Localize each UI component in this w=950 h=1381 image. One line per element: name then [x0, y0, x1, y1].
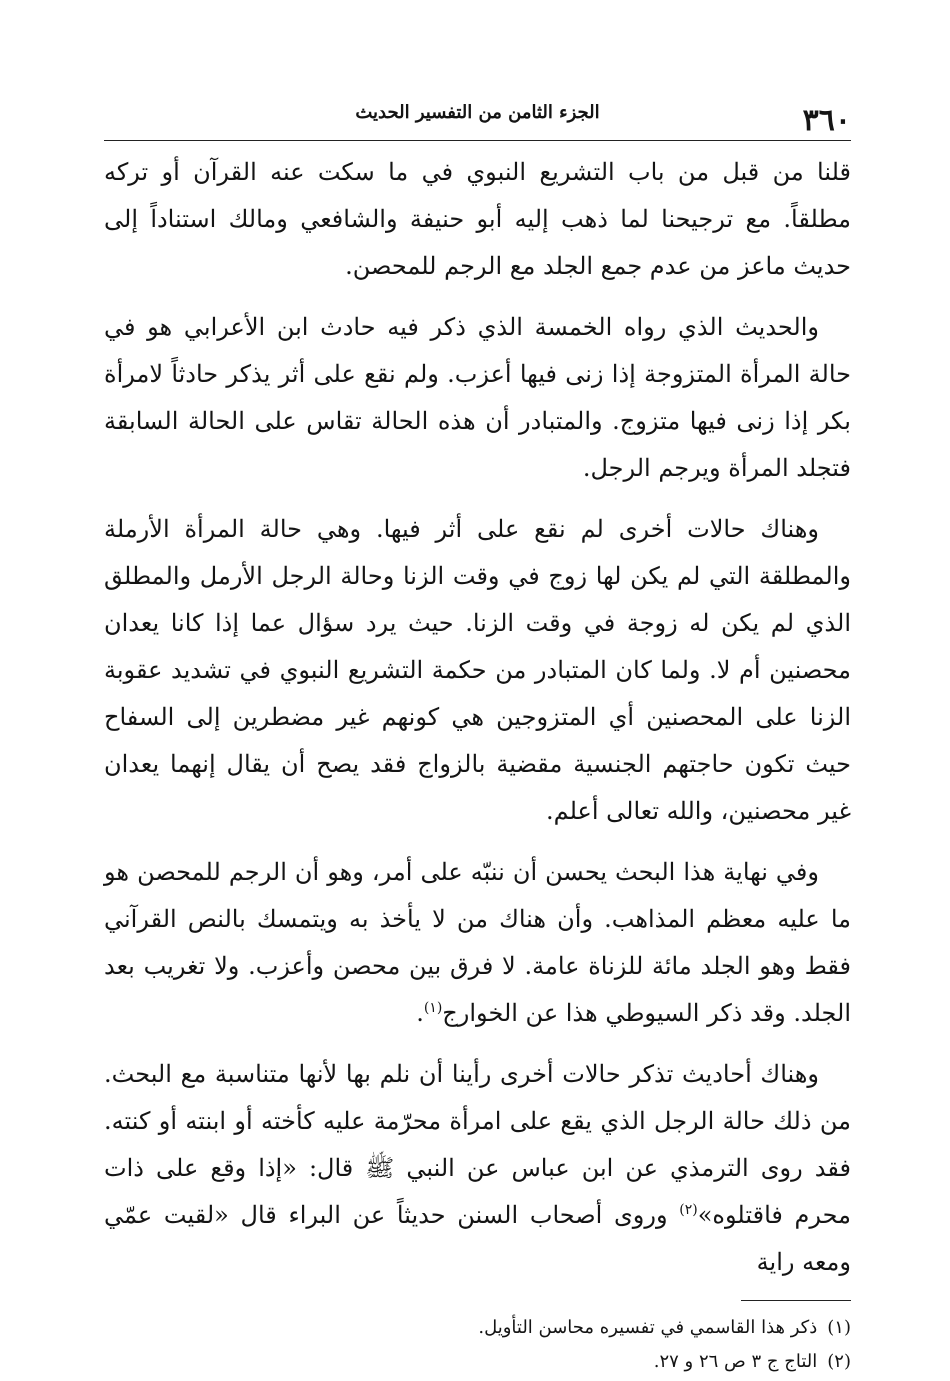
paragraph-5 — [104, 1051, 851, 1286]
paragraph-5-text-a: وهناك أحاديث تذكر حالات أخرى رأينا أن نلم بها لأنها متناسبة مع البحث. من ذلك حالة الرجل الذي يقع على امرأة محرّمة عليه كأخته أو ابنته أو كنته. فقد روى الترمذي عن ابن عباس عن النبي ﷺ قال: «إذا وقع على ذات محرم فاقتلوه» — [104, 1060, 852, 1229]
footnotes — [104, 1311, 851, 1379]
footnote-text: التاج ج ٣ ص ٢٦ و ٢٧. — [653, 1351, 818, 1372]
footnote-2 — [104, 1345, 851, 1379]
footnote-text: ذكر هذا القاسمي في تفسيره محاسن التأويل. — [478, 1317, 818, 1338]
page-number: ٣٦٠ — [802, 103, 851, 138]
paragraph-4-end: . — [416, 999, 424, 1027]
paragraph-2: والحديث الذي رواه الخمسة الذي ذكر فيه حادث ابن الأعرابي هو في حالة المرأة المتزوجة إذا زنى فيها أعزب. ولم نقع على أثر يذكر حادثاً لامرأة بكر إذا زنى فيها متزوج. والمتبادر أن هذه الحالة تقاس على الحالة السابقة فتجلد المرأة ويرجم الرجل. — [104, 313, 851, 482]
paragraph-3: وهناك حالات أخرى لم نقع على أثر فيها. وهي حالة المرأة الأرملة والمطلقة التي لم يكن لها زوج في وقت الزنا وحالة الرجل الأرمل والمطلق الذي لم يكن له زوجة في وقت الزنا. حيث يرد سؤال عما إذا كانا يعدان محصنين أم لا. ولما كان المتبادر من حكمة التشريع النبوي في تشديد عقوبة الزنا على المحصنين أي المتزوجين هي كونهم غير مضطرين إلى السفاح حيث تكون حاجتهم الجنسية مقضية بالزواج فقد يصح أن يقال إنهما يعدان غير محصنين، والله تعالى أعلم. — [104, 515, 851, 825]
footnote-1 — [104, 1311, 851, 1345]
paragraph-4 — [104, 849, 851, 1037]
running-title: الجزء الثامن من التفسير الحديث — [355, 102, 600, 123]
paragraph-5-text-b: وروى أصحاب السنن حديثاً عن البراء قال «لقيت عمّي ومعه راية — [104, 1201, 851, 1276]
page-header — [104, 92, 851, 141]
footnote-ref-1: (١) — [423, 1000, 443, 1016]
footnote-divider — [741, 1300, 851, 1301]
body-text — [104, 149, 851, 1286]
footnote-number: (٢) — [827, 1351, 851, 1372]
paragraph-4-text: وفي نهاية هذا البحث يحسن أن ننبّه على أمر، وهو أن الرجم للمحصن هو ما عليه معظم المذاهب. وأن هناك من لا يأخذ به ويتمسك بالنص القرآني فقط وهو الجلد مائة للزناة عامة. لا فرق بين محصن وأعزب. ولا تغريب بعد الجلد. وقد ذكر السيوطي هذا عن الخوارج — [104, 858, 852, 1027]
footnote-ref-2: (٢) — [679, 1202, 698, 1218]
page — [104, 92, 852, 1372]
footnote-number: (١) — [827, 1317, 851, 1338]
paragraph-1: قلنا من قبل من باب التشريع النبوي في ما سكت عنه القرآن أو تركه مطلقاً. مع ترجيحنا لما ذهب إليه أبو حنيفة والشافعي ومالك استناداً إلى حديث ماعز من عدم جمع الجلد مع الرجم للمحصن. — [104, 158, 851, 280]
